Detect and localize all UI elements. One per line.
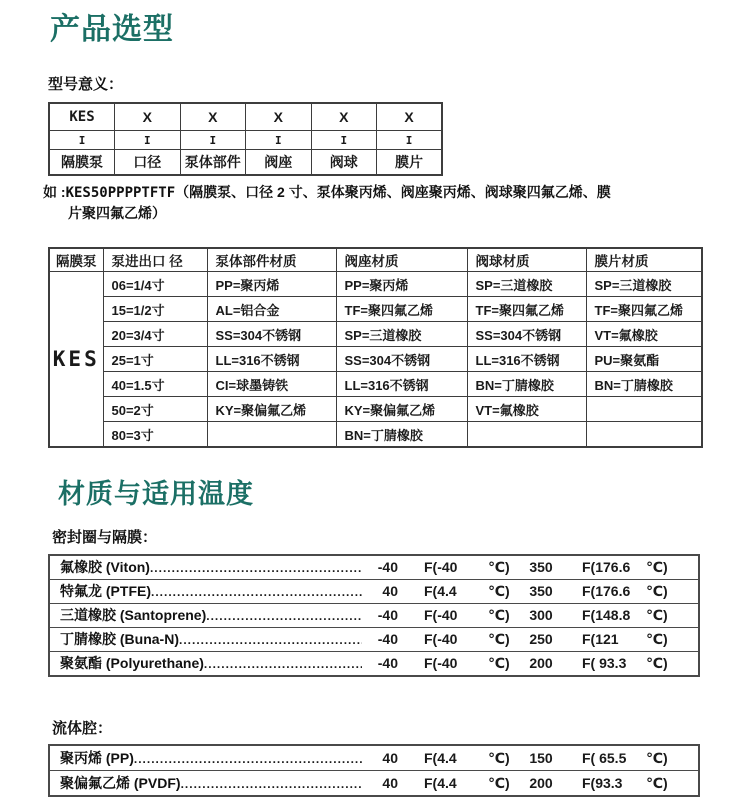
table-cell: VT=氟橡胶 — [467, 397, 586, 422]
max-temp-f: 200 — [529, 775, 553, 791]
table-cell: 15=1/2寸 — [103, 297, 207, 322]
min-temp-c: F(4.4 — [424, 775, 457, 791]
min-temp-f: -40 — [377, 559, 398, 575]
table-row — [49, 297, 702, 322]
dot-leader — [181, 772, 362, 796]
min-temp-f: 40 — [382, 775, 398, 791]
connector-cell: I — [246, 131, 312, 150]
max-temp-unit: ℃) — [646, 750, 668, 766]
max-temp-c: F(93.3 — [582, 775, 623, 791]
max-temp-f: 300 — [529, 607, 553, 623]
model-code-meaning-row — [49, 150, 442, 176]
dot-leader — [134, 747, 362, 771]
max-temp-unit: ℃) — [646, 559, 668, 575]
dot-leader — [179, 629, 362, 652]
header-body-material: 泵体部件材质 — [207, 248, 336, 272]
max-temp-c: F(176.6 — [582, 583, 631, 599]
dot-leader — [206, 605, 362, 628]
table-cell — [207, 422, 336, 448]
max-temp-f: 150 — [529, 750, 553, 766]
connector-cell: I — [377, 131, 443, 150]
min-temp-f: 40 — [382, 750, 398, 766]
model-code-connector-row — [49, 131, 442, 150]
max-temp-c: F(148.8 — [582, 607, 631, 623]
seal-temp-table — [48, 554, 700, 677]
temp-row — [50, 556, 698, 579]
example-prefix: 如 : — [43, 184, 66, 200]
table-cell: BN=丁腈橡胶 — [586, 372, 702, 397]
table-cell: BN=丁腈橡胶 — [336, 422, 467, 448]
model-code-cell: X — [311, 103, 377, 131]
max-temp-unit: ℃) — [646, 583, 668, 599]
model-code-cell: KES — [49, 103, 115, 131]
dot-leader — [204, 653, 362, 676]
selection-header-row — [49, 248, 702, 272]
table-cell: LL=316不锈钢 — [336, 372, 467, 397]
min-temp-unit: ℃) — [488, 631, 510, 647]
max-temp-f: 200 — [529, 655, 553, 671]
example-line-2: 片聚四氟乙烯） — [68, 205, 166, 221]
material-name: 聚偏氟乙烯 (PVDF) — [60, 775, 181, 791]
material-name: 三道橡胶 (Santoprene) — [60, 607, 207, 623]
min-temp-c: F(-40 — [424, 559, 458, 575]
table-cell: TF=聚四氟乙烯 — [586, 297, 702, 322]
table-cell: PP=聚丙烯 — [207, 272, 336, 297]
example-model-code: KES50PPPPTFTF — [65, 185, 176, 201]
material-name: 聚丙烯 (PP) — [60, 750, 134, 766]
max-temp-f: 250 — [529, 631, 553, 647]
table-row — [49, 322, 702, 347]
table-cell: SS=304不锈钢 — [467, 322, 586, 347]
max-temp-unit: ℃) — [646, 775, 668, 791]
max-temp-c: F(176.6 — [582, 559, 631, 575]
temp-row — [50, 579, 698, 603]
model-code-header-row — [49, 103, 442, 131]
table-cell: 25=1寸 — [103, 347, 207, 372]
dot-leader — [150, 557, 362, 580]
series-cell: KES — [49, 272, 103, 448]
model-code-cell: X — [246, 103, 312, 131]
temp-row — [50, 746, 698, 770]
min-temp-unit: ℃) — [488, 607, 510, 623]
temp-row — [50, 770, 698, 795]
max-temp-f: 350 — [529, 583, 553, 599]
table-cell: SP=三道橡胶 — [467, 272, 586, 297]
table-row — [49, 422, 702, 448]
meaning-cell: 膜片 — [377, 150, 443, 176]
max-temp-unit: ℃) — [646, 655, 668, 671]
table-cell: 40=1.5寸 — [103, 372, 207, 397]
min-temp-c: F(-40 — [424, 655, 458, 671]
min-temp-c: F(4.4 — [424, 750, 457, 766]
max-temp-c: F( 65.5 — [582, 750, 627, 766]
min-temp-unit: ℃) — [488, 559, 510, 575]
table-cell — [467, 422, 586, 448]
table-row — [49, 372, 702, 397]
connector-cell: I — [311, 131, 377, 150]
table-row — [49, 397, 702, 422]
table-cell: KY=聚偏氟乙烯 — [207, 397, 336, 422]
fluid-temp-table — [48, 744, 700, 797]
header-ball-material: 阀球材质 — [467, 248, 586, 272]
temp-row — [50, 603, 698, 627]
max-temp-c: F(121 — [582, 631, 619, 647]
table-cell: SP=三道橡胶 — [586, 272, 702, 297]
header-diaphragm-material: 膜片材质 — [586, 248, 702, 272]
temp-row — [50, 651, 698, 675]
meaning-cell: 阀球 — [311, 150, 377, 176]
table-cell: SS=304不锈钢 — [207, 322, 336, 347]
table-cell: TF=聚四氟乙烯 — [336, 297, 467, 322]
table-cell: AL=铝合金 — [207, 297, 336, 322]
table-cell: LL=316不锈钢 — [467, 347, 586, 372]
max-temp-unit: ℃) — [646, 607, 668, 623]
model-code-table — [48, 102, 443, 176]
example-line-1 — [43, 182, 703, 203]
model-code-cell: X — [180, 103, 246, 131]
selection-table — [48, 247, 703, 448]
table-cell: 50=2寸 — [103, 397, 207, 422]
material-name: 聚氨酯 (Polyurethane) — [60, 655, 204, 671]
table-cell: KY=聚偏氟乙烯 — [336, 397, 467, 422]
min-temp-f: -40 — [377, 607, 398, 623]
table-cell: VT=氟橡胶 — [586, 322, 702, 347]
header-port-size: 泵进出口 径 — [103, 248, 207, 272]
page-title: 产品选型 — [50, 13, 174, 46]
fluid-chamber-label: 流体腔： — [52, 720, 113, 737]
table-cell: 06=1/4寸 — [103, 272, 207, 297]
min-temp-c: F(4.4 — [424, 583, 457, 599]
max-temp-c: F( 93.3 — [582, 655, 627, 671]
min-temp-f: -40 — [377, 655, 398, 671]
meaning-cell: 泵体部件 — [180, 150, 246, 176]
max-temp-f: 350 — [529, 559, 553, 575]
table-row — [49, 347, 702, 372]
meaning-cell: 口径 — [115, 150, 181, 176]
table-cell: SP=三道橡胶 — [336, 322, 467, 347]
table-cell: 80=3寸 — [103, 422, 207, 448]
material-name: 氟橡胶 (Viton) — [60, 559, 150, 575]
table-cell: BN=丁腈橡胶 — [467, 372, 586, 397]
temp-row — [50, 627, 698, 651]
header-seat-material: 阀座材质 — [336, 248, 467, 272]
model-code-cell: X — [377, 103, 443, 131]
model-code-cell: X — [115, 103, 181, 131]
material-name: 丁腈橡胶 (Buna-N) — [60, 631, 179, 647]
meaning-cell: 隔膜泵 — [49, 150, 115, 176]
min-temp-c: F(-40 — [424, 631, 458, 647]
seal-diaphragm-label: 密封圈与隔膜： — [52, 529, 158, 546]
table-cell: LL=316不锈钢 — [207, 347, 336, 372]
example-text — [43, 182, 703, 223]
header-pump: 隔膜泵 — [49, 248, 103, 272]
material-name: 特氟龙 (PTFE) — [60, 583, 151, 599]
connector-cell: I — [49, 131, 115, 150]
connector-cell: I — [115, 131, 181, 150]
section-title: 材质与适用温度 — [58, 479, 254, 509]
model-meaning-label: 型号意义： — [48, 76, 124, 93]
table-cell: TF=聚四氟乙烯 — [467, 297, 586, 322]
min-temp-unit: ℃) — [488, 775, 510, 791]
dot-leader — [151, 581, 362, 604]
table-cell: PU=聚氨酯 — [586, 347, 702, 372]
min-temp-unit: ℃) — [488, 583, 510, 599]
connector-cell: I — [180, 131, 246, 150]
table-cell: 20=3/4寸 — [103, 322, 207, 347]
example-description: （隔膜泵、口径 2 寸、泵体聚丙烯、阀座聚丙烯、阀球聚四氟乙烯、膜 — [175, 184, 611, 200]
max-temp-unit: ℃) — [646, 631, 668, 647]
min-temp-c: F(-40 — [424, 607, 458, 623]
meaning-cell: 阀座 — [246, 150, 312, 176]
table-cell — [586, 397, 702, 422]
table-cell: SS=304不锈钢 — [336, 347, 467, 372]
table-row — [49, 272, 702, 297]
table-cell: CI=球墨铸铁 — [207, 372, 336, 397]
table-cell: PP=聚丙烯 — [336, 272, 467, 297]
table-cell — [586, 422, 702, 448]
min-temp-unit: ℃) — [488, 655, 510, 671]
min-temp-f: 40 — [382, 583, 398, 599]
min-temp-unit: ℃) — [488, 750, 510, 766]
min-temp-f: -40 — [377, 631, 398, 647]
